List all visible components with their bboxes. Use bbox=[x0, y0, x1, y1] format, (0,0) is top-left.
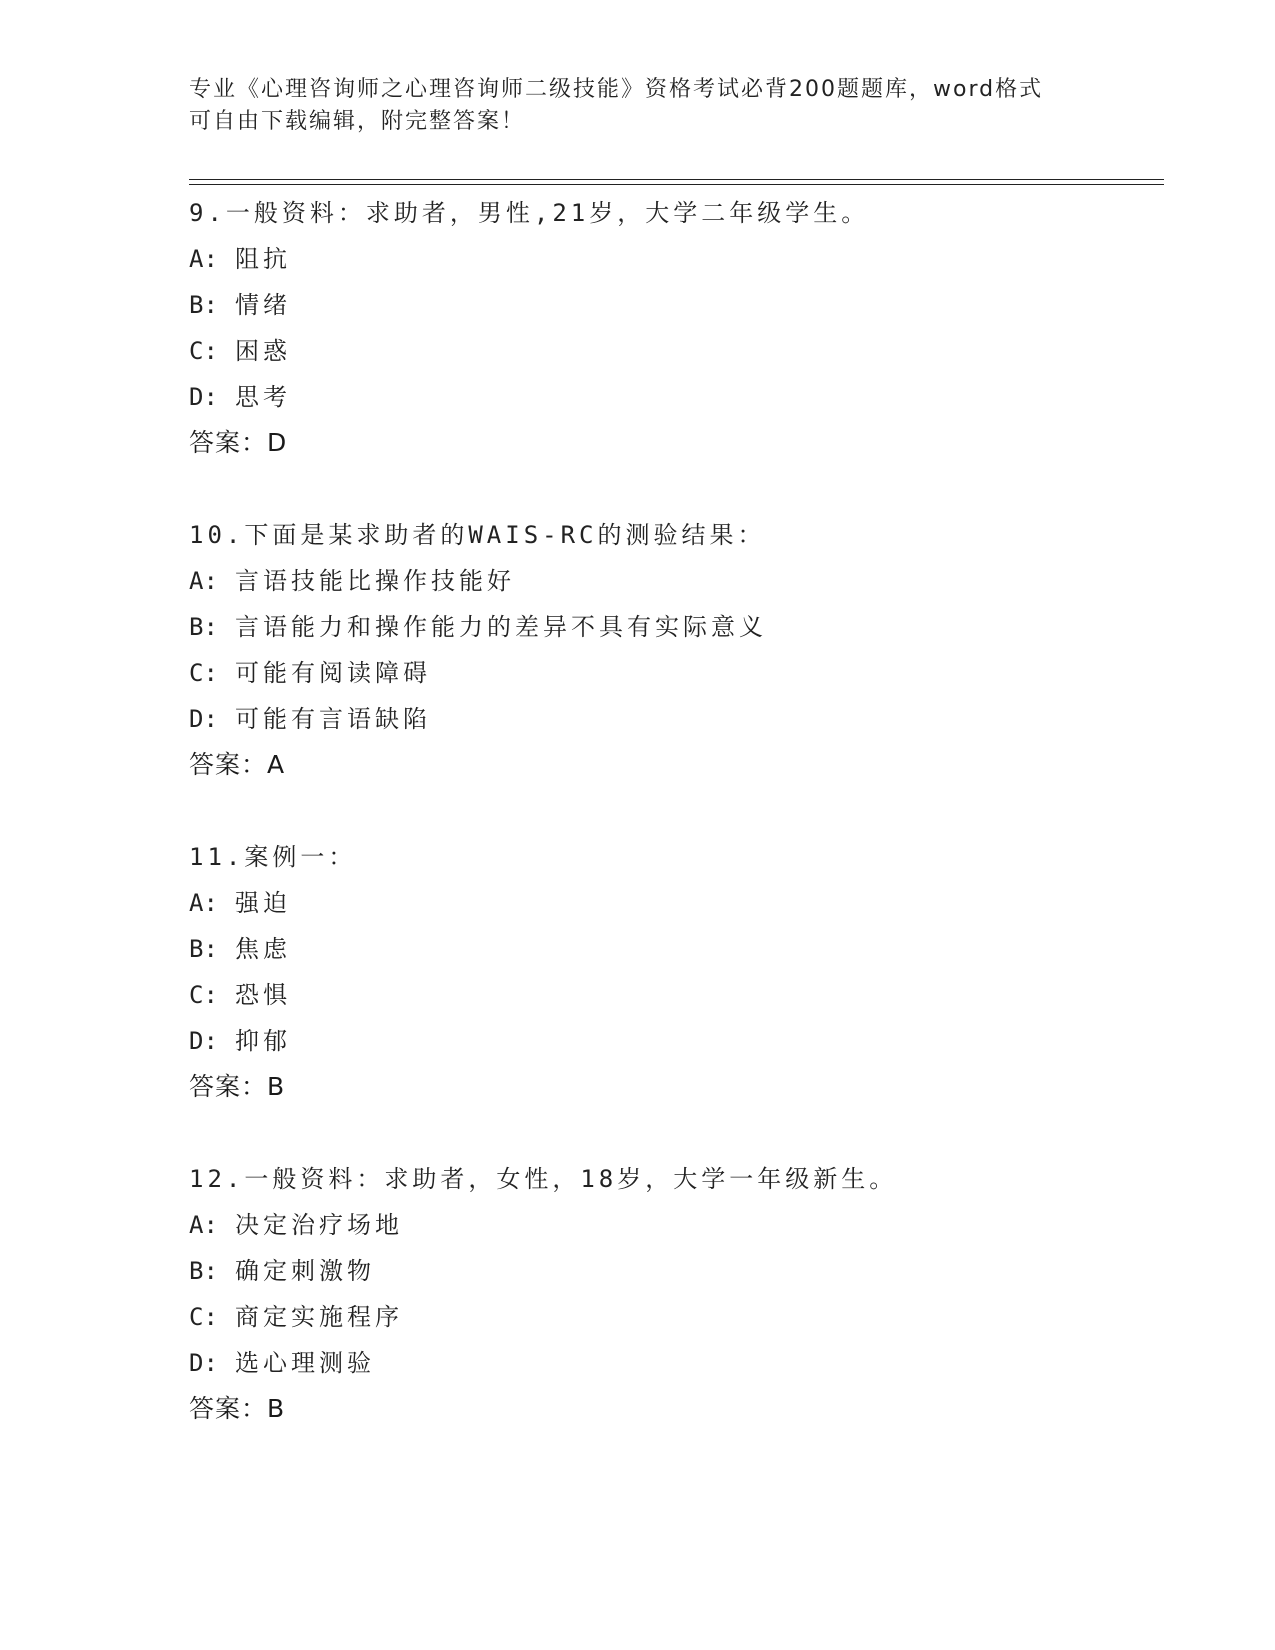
question-9 bbox=[189, 190, 1169, 466]
option-text: 强迫 bbox=[235, 889, 291, 917]
question-title: 10.下面是某求助者的WAIS-RC的测验结果： bbox=[189, 521, 766, 549]
option-text: 可能有言语缺陷 bbox=[235, 705, 431, 733]
option-letter: B: bbox=[189, 613, 218, 641]
option-b bbox=[189, 282, 1169, 328]
option-d bbox=[189, 374, 1169, 420]
option-b bbox=[189, 926, 1169, 972]
question-12 bbox=[189, 1156, 1169, 1432]
option-letter: B: bbox=[189, 1257, 218, 1285]
option-a bbox=[189, 236, 1169, 282]
document-header bbox=[189, 74, 1089, 138]
option-letter: B: bbox=[189, 935, 218, 963]
option-text: 言语能力和操作能力的差异不具有实际意义 bbox=[235, 613, 767, 641]
option-letter: C: bbox=[189, 659, 218, 687]
option-letter: A: bbox=[189, 567, 218, 595]
option-c bbox=[189, 1294, 1169, 1340]
option-a bbox=[189, 1202, 1169, 1248]
option-letter: C: bbox=[189, 1303, 218, 1331]
option-letter: D: bbox=[189, 383, 218, 411]
option-letter: D: bbox=[189, 1027, 218, 1055]
option-letter: B: bbox=[189, 291, 218, 319]
option-text: 商定实施程序 bbox=[235, 1303, 403, 1331]
option-text: 阻抗 bbox=[235, 245, 291, 273]
option-letter: A: bbox=[189, 245, 218, 273]
option-letter: C: bbox=[189, 981, 218, 1009]
option-d bbox=[189, 696, 1169, 742]
question-11 bbox=[189, 834, 1169, 1110]
option-d bbox=[189, 1018, 1169, 1064]
option-letter: D: bbox=[189, 705, 218, 733]
option-letter: A: bbox=[189, 1211, 218, 1239]
header-divider-bottom bbox=[189, 184, 1164, 185]
question-10 bbox=[189, 512, 1169, 788]
option-a bbox=[189, 880, 1169, 926]
option-letter: C: bbox=[189, 337, 218, 365]
question-title: 12.一般资料：求助者，女性，18岁，大学一年级新生。 bbox=[189, 1165, 898, 1193]
header-line-2: 可自由下载编辑，附完整答案！ bbox=[189, 109, 526, 134]
option-text: 情绪 bbox=[235, 291, 291, 319]
question-title: 9.一般资料：求助者，男性,21岁，大学二年级学生。 bbox=[189, 199, 870, 227]
option-text: 焦虑 bbox=[235, 935, 291, 963]
option-letter: A: bbox=[189, 889, 218, 917]
answer-line: 答案：B bbox=[189, 1072, 286, 1101]
option-text: 言语技能比操作技能好 bbox=[235, 567, 515, 595]
option-text: 困惑 bbox=[235, 337, 291, 365]
question-title: 11.案例一： bbox=[189, 843, 357, 871]
header-divider-top bbox=[189, 179, 1164, 180]
option-c bbox=[189, 972, 1169, 1018]
option-text: 可能有阅读障碍 bbox=[235, 659, 431, 687]
option-b bbox=[189, 1248, 1169, 1294]
option-c bbox=[189, 328, 1169, 374]
option-text: 恐惧 bbox=[235, 981, 291, 1009]
option-text: 确定刺激物 bbox=[235, 1257, 375, 1285]
answer-line: 答案：B bbox=[189, 1394, 286, 1423]
option-text: 思考 bbox=[235, 383, 291, 411]
option-c bbox=[189, 650, 1169, 696]
header-line-1: 专业《心理咨询师之心理咨询师二级技能》资格考试必背200题题库，word格式 bbox=[189, 77, 1044, 102]
option-text: 抑郁 bbox=[235, 1027, 291, 1055]
option-b bbox=[189, 604, 1169, 650]
answer-line: 答案：D bbox=[189, 428, 288, 457]
option-d bbox=[189, 1340, 1169, 1386]
answer-line: 答案：A bbox=[189, 750, 286, 779]
option-text: 选心理测验 bbox=[235, 1349, 375, 1377]
option-text: 决定治疗场地 bbox=[235, 1211, 403, 1239]
option-letter: D: bbox=[189, 1349, 218, 1377]
question-list bbox=[189, 190, 1169, 1478]
option-a bbox=[189, 558, 1169, 604]
